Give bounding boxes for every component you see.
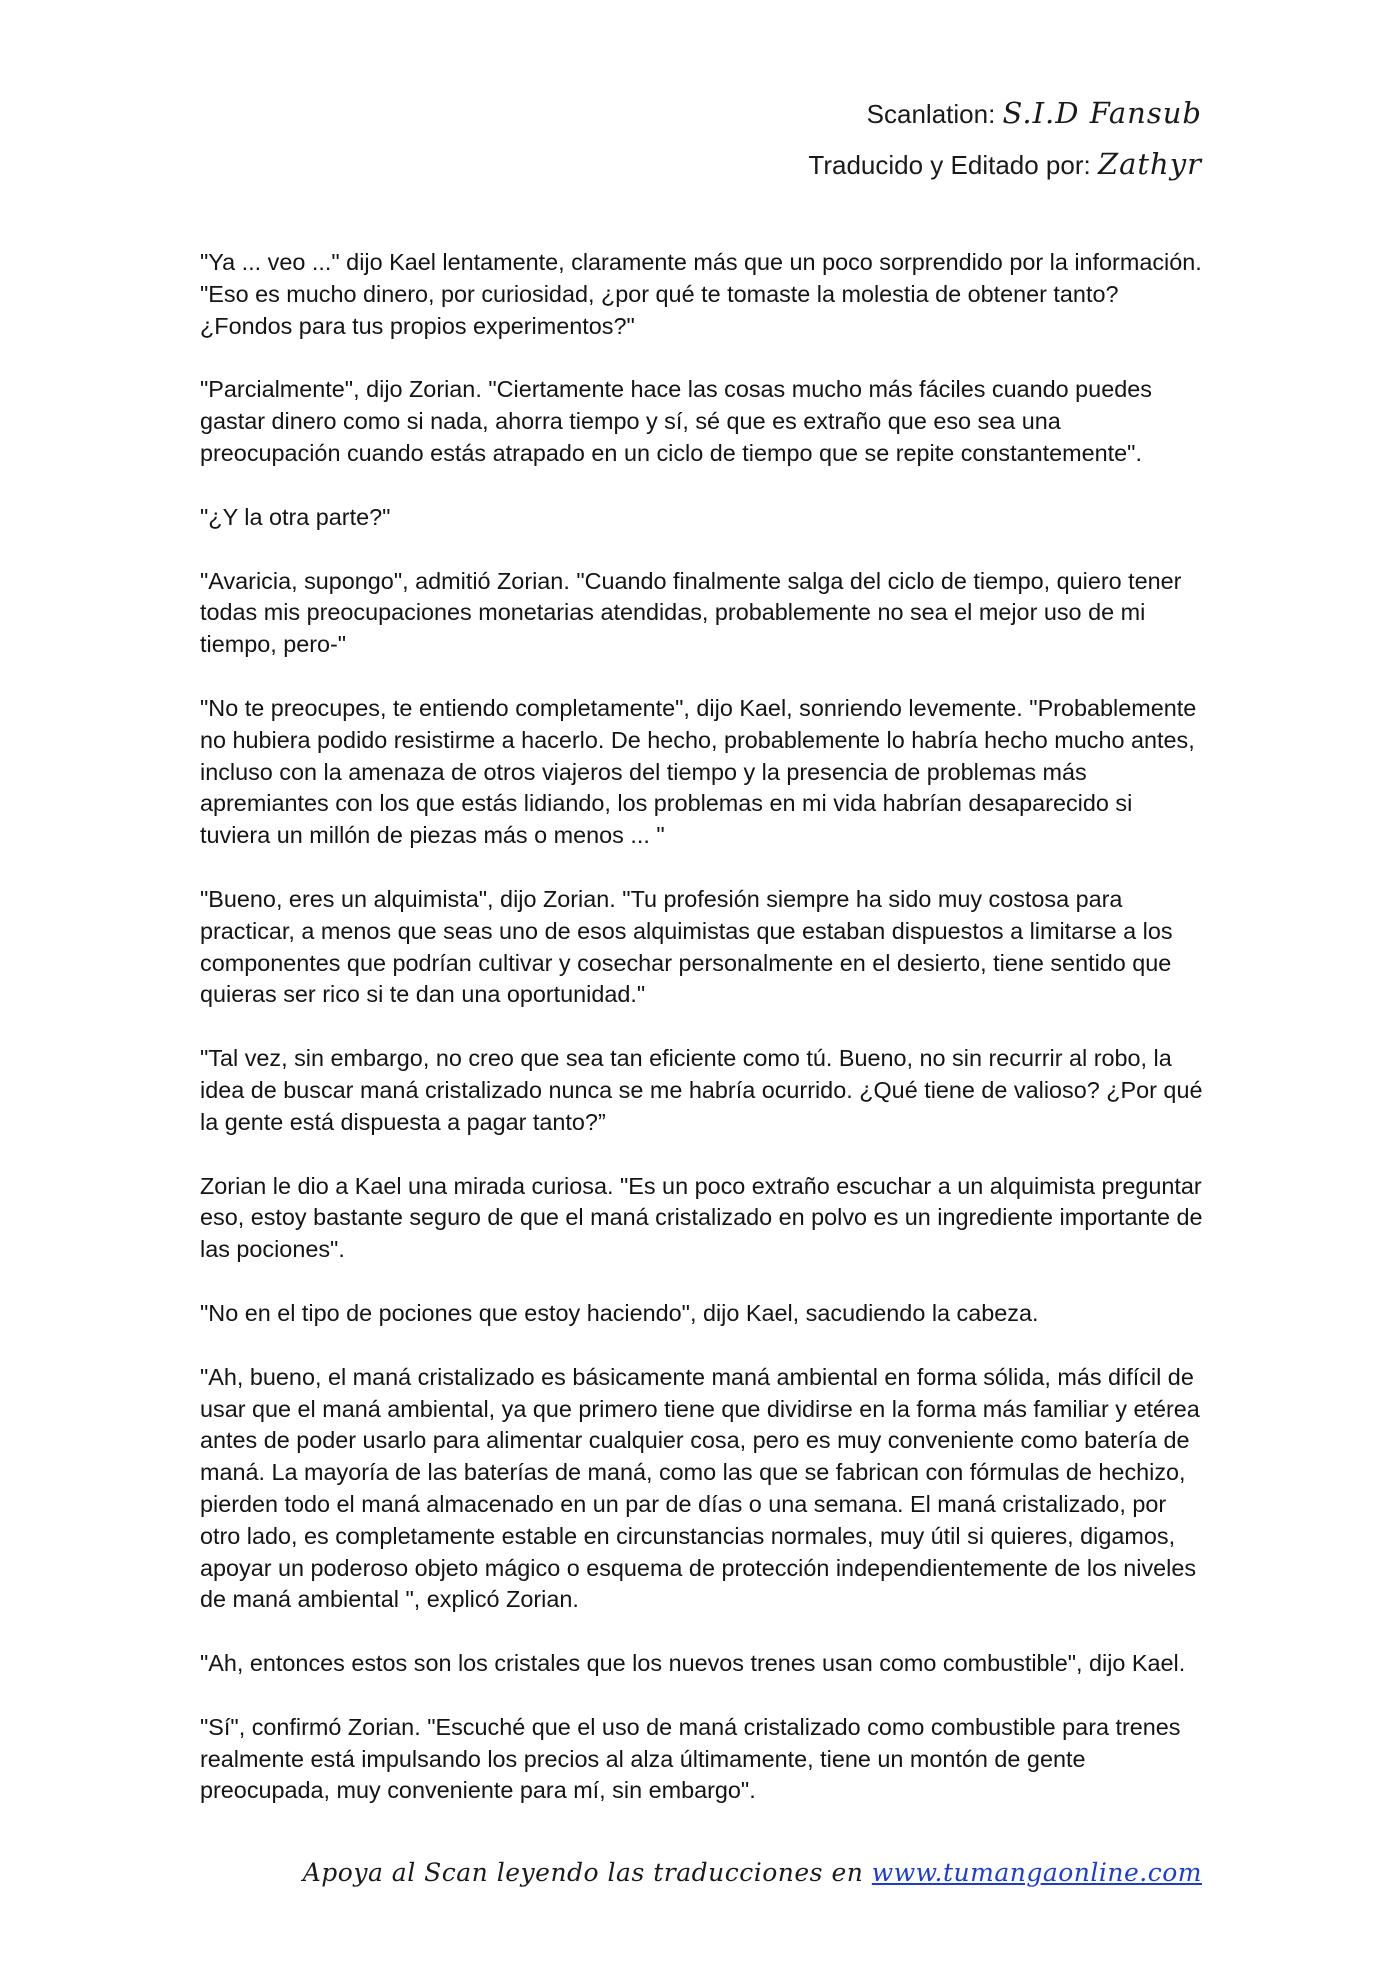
- translator-credit: [808, 139, 1202, 190]
- footer-text: Apoya al Scan leyendo las traducciones en: [302, 1858, 864, 1887]
- paragraph: "Avaricia, supongo", admitió Zorian. "Cuando finalmente salga del ciclo de tiempo, quiero tener todas mis preocupaciones monetarias atendidas, probablemente no sea el mejor uso de mi tiempo, pero-": [200, 567, 1182, 658]
- footer-link[interactable]: www.tumangaonline.com: [871, 1858, 1202, 1887]
- scanlation-label: Scanlation:: [866, 99, 996, 129]
- scanlation-name: S.I.D Fansub: [1002, 96, 1202, 130]
- paragraph: "Sí", confirmó Zorian. "Escuché que el uso de maná cristalizado como combustible para trenes realmente está impulsando los precios al alza últimamente, tiene un montón de gente preocupada, muy conveniente para mí, sin embargo".: [200, 1713, 1181, 1804]
- paragraph: "No te preocupes, te entiendo completamente", dijo Kael, sonriendo levemente. "Probablemente no hubiera podido resistirme a hacerlo. De hecho, probablemente lo habría hecho mucho antes, incluso con la amenaza de otros viajeros del tiempo y la presencia de problemas más apremiantes con los que estás lidiando, los problemas en mi vida habrían desaparecido si tuviera un millón de piezas más o menos ... ": [200, 694, 1197, 849]
- credits-block: [808, 88, 1202, 190]
- paragraph: "¿Y la otra parte?": [200, 503, 391, 530]
- footer-note: [303, 1858, 1202, 1887]
- paragraph: "Bueno, eres un alquimista", dijo Zorian. "Tu profesión siempre ha sido muy costosa para practicar, a menos que seas uno de esos alquimistas que estaban dispuestos a limitarse a los componentes que podrían cultivar y cosechar personalmente en el desierto, tiene sentido que quieras ser rico si te dan una oportunidad.": [200, 885, 1173, 1008]
- translator-name: Zathyr: [1097, 147, 1202, 181]
- paragraph: "Ya ... veo ..." dijo Kael lentamente, claramente más que un poco sorprendido por la información. "Eso es mucho dinero, por curiosidad, ¿por qué te tomaste la molestia de obtener tanto? ¿Fondos para tus propios experimentos?": [200, 249, 1202, 339]
- story-text: [200, 247, 1205, 1839]
- translator-label: Traducido y Editado por:: [808, 150, 1091, 180]
- paragraph: "Ah, entonces estos son los cristales que los nuevos trenes usan como combustible", dijo Kael.: [200, 1650, 1186, 1677]
- paragraph: "Parcialmente", dijo Zorian. "Ciertamente hace las cosas mucho más fáciles cuando puedes gastar dinero como si nada, ahorra tiempo y sí, sé que es extraño que eso sea una preocupación cuando estás atrapado en un ciclo de tiempo que se repite constantemente".: [200, 376, 1152, 466]
- paragraph: Zorian le dio a Kael una mirada curiosa. "Es un poco extraño escuchar a un alquimista preguntar eso, estoy bastante seguro de que el maná cristalizado en polvo es un ingrediente importante de las pociones".: [200, 1172, 1203, 1263]
- paragraph: "No en el tipo de pociones que estoy haciendo", dijo Kael, sacudiendo la cabeza.: [200, 1299, 1039, 1326]
- paragraph: "Ah, bueno, el maná cristalizado es básicamente maná ambiental en forma sólida, más difícil de usar que el maná ambiental, ya que primero tiene que dividirse en la forma más familiar y etérea antes de poder usarlo para alimentar cualquier cosa, pero es muy conveniente como batería de maná. La mayoría de las baterías de maná, como las que se fabrican con fórmulas de hechizo, pierden todo el maná almacenado en un par de días o una semana. El maná cristalizado, por otro lado, es completamente estable en circunstancias normales, muy útil si quieres, digamos, apoyar un poderoso objeto mágico o esquema de protección independientemente de los niveles de maná ambiental ", explicó Zorian.: [200, 1363, 1200, 1613]
- paragraph: "Tal vez, sin embargo, no creo que sea tan eficiente como tú. Bueno, no sin recurrir al robo, la idea de buscar maná cristalizado nunca se me habría ocurrido. ¿Qué tiene de valioso? ¿Por qué la gente está dispuesta a pagar tanto?”: [200, 1045, 1203, 1135]
- scanlation-credit: [808, 88, 1202, 139]
